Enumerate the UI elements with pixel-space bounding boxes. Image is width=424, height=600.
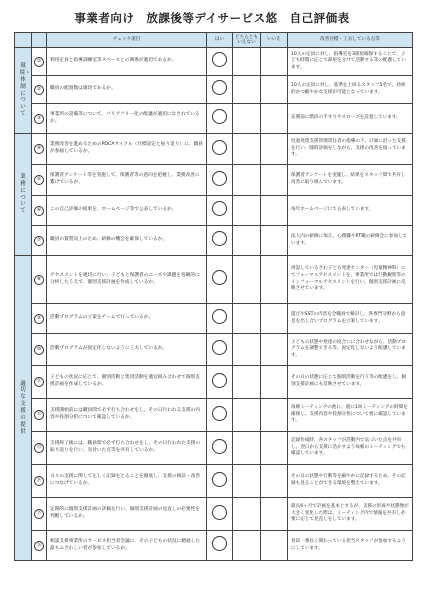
check-item-text: 職員の資質向上のため、研修の機会を確保しているか。 [47, 226, 207, 256]
answer-circle-icon [212, 536, 227, 551]
table-row [15, 165, 413, 196]
item-number [32, 304, 47, 334]
item-number-text: ③ [34, 114, 44, 124]
table-row [15, 48, 413, 76]
answer-circle-icon [212, 201, 227, 216]
check-item-text: 支援開始前には職員間で必ず打ち合わせをし、その日行われる支援の内容や役割分担について確認しているか。 [47, 399, 207, 432]
answer-no-cell[interactable] [261, 334, 288, 366]
improvement-note: 遊びやSSTの内容を全職員で検討し、各専門分野から意見を出し合いプログラムを立案しています。 [288, 304, 413, 334]
item-number [32, 366, 47, 399]
answer-no-cell[interactable] [261, 48, 288, 76]
answer-neither-cell[interactable] [233, 304, 261, 334]
item-number [32, 196, 47, 226]
item-number-text: ⑧ [34, 275, 44, 285]
header-yes: はい [207, 33, 233, 48]
self-evaluation-table [14, 32, 413, 561]
answer-neither-cell[interactable] [233, 531, 261, 561]
table-row [15, 432, 413, 465]
answer-yes-cell[interactable] [207, 334, 233, 366]
item-number-text: ⑩ [34, 345, 44, 355]
answer-yes-cell[interactable] [207, 366, 233, 399]
answer-neither-cell[interactable] [233, 134, 261, 165]
answer-yes-cell[interactable] [207, 226, 233, 256]
answer-circle-icon [212, 140, 227, 155]
answer-circle-icon [212, 340, 227, 355]
header-check-item: チェック項目 [47, 33, 207, 48]
answer-yes-cell[interactable] [207, 76, 233, 104]
improvement-note: 毎朝ミーティングの他に、週に1回ミーティングの時間を確保し、支援内容や役割分担について密に確認しています。 [288, 399, 413, 432]
answer-no-cell[interactable] [261, 134, 288, 165]
table-row [15, 134, 413, 165]
answer-no-cell[interactable] [261, 226, 288, 256]
item-number-text: ⑥ [34, 206, 44, 216]
check-item-text: 相談支援事業所のサービス担当者会議に、その子どもの状況に精通した最もふさわしい者が参加しているか。 [47, 531, 207, 561]
improvement-note: その日の状態に応じて個別活動を行う等の配慮をし、個別支援計画にも反映させています。 [288, 366, 413, 399]
improvement-note: 玄関前に階段の手すりやスロープを設置しています。 [288, 104, 413, 134]
table-row [15, 104, 413, 134]
item-number-text: ⑫ [34, 410, 44, 420]
answer-neither-cell[interactable] [233, 399, 261, 432]
item-number [32, 76, 47, 104]
answer-neither-cell[interactable] [233, 366, 261, 399]
table-row [15, 334, 413, 366]
item-number [32, 165, 47, 196]
item-number-text: ⑤ [34, 175, 44, 185]
improvement-note: 保護者アンケートを実施し、結果をスタッフ間で共有し改善に取り組んでいます。 [288, 165, 413, 196]
item-number [32, 48, 47, 76]
category-label [15, 134, 32, 256]
item-number-text: ⑪ [34, 377, 44, 387]
answer-neither-cell[interactable] [233, 256, 261, 304]
answer-circle-icon [212, 80, 227, 95]
answer-circle-icon [212, 505, 227, 520]
answer-yes-cell[interactable] [207, 165, 233, 196]
check-item-text: 職員の配置数は適切であるか。 [47, 76, 207, 104]
table-row [15, 366, 413, 399]
table-row [15, 256, 413, 304]
answer-circle-icon [212, 270, 227, 285]
check-item-text: 事業所の設備等について、バリアフリー化の配慮が適切になされているか。 [47, 104, 207, 134]
improvement-note: 児童発達支援管理責任者の指導の下、計画に沿った支援を行い、随時評価をしながら、支援の改善を図っています。 [288, 134, 413, 165]
answer-no-cell[interactable] [261, 498, 288, 531]
item-number [32, 531, 47, 561]
header-category [15, 33, 32, 48]
check-item-text: 支援終了後には、職員間で必ず打ち合わせをし、その日行われた支援の振り返りを行い、気付いた点等を共有しているか。 [47, 432, 207, 465]
item-number [32, 104, 47, 134]
check-item-text: 活動プログラムの立案をチームで行っているか。 [47, 304, 207, 334]
table-body [15, 48, 413, 561]
answer-yes-cell[interactable] [207, 196, 233, 226]
answer-no-cell[interactable] [261, 196, 288, 226]
answer-yes-cell[interactable] [207, 104, 233, 134]
answer-no-cell[interactable] [261, 76, 288, 104]
item-number-text: ① [34, 57, 44, 67]
improvement-note: 最長6ヶ月で計画を基本とするが、支援の形成や状態像が大きく変化した際は、ミーティング内で情報を共有し必要に応じて見直しをしています。 [288, 498, 413, 531]
answer-yes-cell[interactable] [207, 465, 233, 498]
improvement-note: 記録作成時、各スタッフが活動内で気づいた点を共有し、翌日から支援に活かすよう毎朝のミーティングでも確認しています。 [288, 432, 413, 465]
improvement-note: 子どもの状態や発達の度合いに合わせながら、活動プログラムを調整できる等、固定化しないよう配慮しています。 [288, 334, 413, 366]
answer-neither-cell[interactable] [233, 196, 261, 226]
answer-neither-cell[interactable] [233, 465, 261, 498]
improvement-note: その日の状態や行動等を細やかに記録するため、その記録も見ることができる環境を整えています。 [288, 465, 413, 498]
answer-yes-cell[interactable] [207, 48, 233, 76]
item-number [32, 334, 47, 366]
check-item-text: アセスメントを適切に行い、子どもと保護者のニーズや課題を客観的に分析したうえで、個別支援計画を作成しているか。 [47, 256, 207, 304]
answer-neither-cell[interactable] [233, 432, 261, 465]
answer-no-cell[interactable] [261, 465, 288, 498]
item-number-text: ⑭ [34, 476, 44, 486]
item-number-text: ⑮ [34, 509, 44, 519]
header-no: いいえ [261, 33, 288, 48]
item-number-text: ⑯ [34, 541, 44, 551]
header-neither: どちらとも いえない [233, 33, 261, 48]
answer-no-cell[interactable] [261, 256, 288, 304]
header-improvement: 改善目標・工夫している点等 [288, 33, 413, 48]
improvement-note: 10人の定員に対し、指導室を3部屋確保することで、子ども時間に応じて部屋を分けて活動する等の配慮しています。 [288, 48, 413, 76]
item-number [32, 432, 47, 465]
item-number [32, 498, 47, 531]
table-row [15, 531, 413, 561]
improvement-note: 法人内の研修に加え、心理職やPT職の研修会に参加しています。 [288, 226, 413, 256]
table-row [15, 498, 413, 531]
answer-yes-cell[interactable] [207, 399, 233, 432]
answer-circle-icon [212, 472, 227, 487]
item-number-text: ② [34, 85, 44, 95]
answer-yes-cell[interactable] [207, 256, 233, 304]
table-row [15, 196, 413, 226]
improvement-note: 併設しているさわ子ども発達センター（児童精神科）にてフォーマルアセスメントを、事業所では行動観察等のインフォーマルアセスメントを行い、個別支援計画に反映させています。 [288, 256, 413, 304]
item-number-text: ⑨ [34, 314, 44, 324]
answer-neither-cell[interactable] [233, 165, 261, 196]
answer-neither-cell[interactable] [233, 226, 261, 256]
table-row [15, 399, 413, 432]
check-item-text: 活動プログラムが固定化しないように工夫しているか。 [47, 334, 207, 366]
item-number [32, 465, 47, 498]
item-number-text: ④ [34, 144, 44, 154]
answer-circle-icon [212, 373, 227, 388]
answer-neither-cell[interactable] [233, 76, 261, 104]
category-text: 環境・体制について [19, 63, 31, 118]
answer-neither-cell[interactable] [233, 334, 261, 366]
improvement-note: 10人の定員に対し、基準を上回るスタッフ5名で、効果的かつ細やかな支援が可能となっています。 [288, 76, 413, 104]
answer-no-cell[interactable] [261, 366, 288, 399]
answer-circle-icon [212, 231, 227, 246]
answer-neither-cell[interactable] [233, 498, 261, 531]
item-number-text: ⑬ [34, 443, 44, 453]
answer-yes-cell[interactable] [207, 498, 233, 531]
header-number [32, 33, 47, 48]
item-number [32, 256, 47, 304]
item-number [32, 226, 47, 256]
improvement-note: 普段一番長く関わっている担当スタッフが参加するようにしています。 [288, 531, 413, 561]
answer-no-cell[interactable] [261, 399, 288, 432]
answer-no-cell[interactable] [261, 304, 288, 334]
table-row [15, 304, 413, 334]
check-item-text: 子どもの状況に応じて、個別活動と集団活動を適宜組み合わせて個別支援計画を作成しているか。 [47, 366, 207, 399]
answer-yes-cell[interactable] [207, 432, 233, 465]
table-row [15, 76, 413, 104]
check-item-text: 日々の支援に関して正しく記録をとることを徹底し、支援の検証・改善につなげているか。 [47, 465, 207, 498]
answer-circle-icon [212, 109, 227, 124]
check-item-text: 定期的に個別支援計画の評価を行い、個別支援計画の見直しの必要性を判断しているか。 [47, 498, 207, 531]
item-number [32, 134, 47, 165]
answer-circle-icon [212, 406, 227, 421]
check-item-text: この自己評価の結果を、ホームページ等で公表しているか。 [47, 196, 207, 226]
answer-circle-icon [212, 309, 227, 324]
table-row [15, 226, 413, 256]
improvement-note: 毎年ホームページにて公表しています。 [288, 196, 413, 226]
page-title: 事業者向け 放課後等デイサービス悠 自己評価表 [74, 11, 350, 25]
answer-no-cell[interactable] [261, 104, 288, 134]
check-item-text: 利用定員と指導訓練室等スペースとの関係が適切であるか。 [47, 48, 207, 76]
item-number-text: ⑦ [34, 236, 44, 246]
category-label [15, 48, 32, 134]
answer-no-cell[interactable] [261, 432, 288, 465]
category-text: 適切な支援の提供 [20, 380, 26, 435]
check-item-text: 業務改善を進めるためのPDCAサイクル（目標設定と振り返り）に、職員が参画しているか。 [47, 134, 207, 165]
answer-yes-cell[interactable] [207, 531, 233, 561]
answer-neither-cell[interactable] [233, 48, 261, 76]
answer-circle-icon [212, 52, 227, 67]
answer-yes-cell[interactable] [207, 304, 233, 334]
table-header-row [15, 33, 413, 48]
answer-circle-icon [212, 171, 227, 186]
answer-circle-icon [212, 439, 227, 454]
table-row [15, 465, 413, 498]
answer-neither-cell[interactable] [233, 104, 261, 134]
answer-no-cell[interactable] [261, 531, 288, 561]
answer-yes-cell[interactable] [207, 134, 233, 165]
answer-no-cell[interactable] [261, 165, 288, 196]
category-label [15, 256, 32, 561]
category-text: 業務について [20, 173, 26, 215]
item-number [32, 399, 47, 432]
check-item-text: 保護者アンケート等を実施して、保護者等の意向を把握し、業務改善に繋げているか。 [47, 165, 207, 196]
